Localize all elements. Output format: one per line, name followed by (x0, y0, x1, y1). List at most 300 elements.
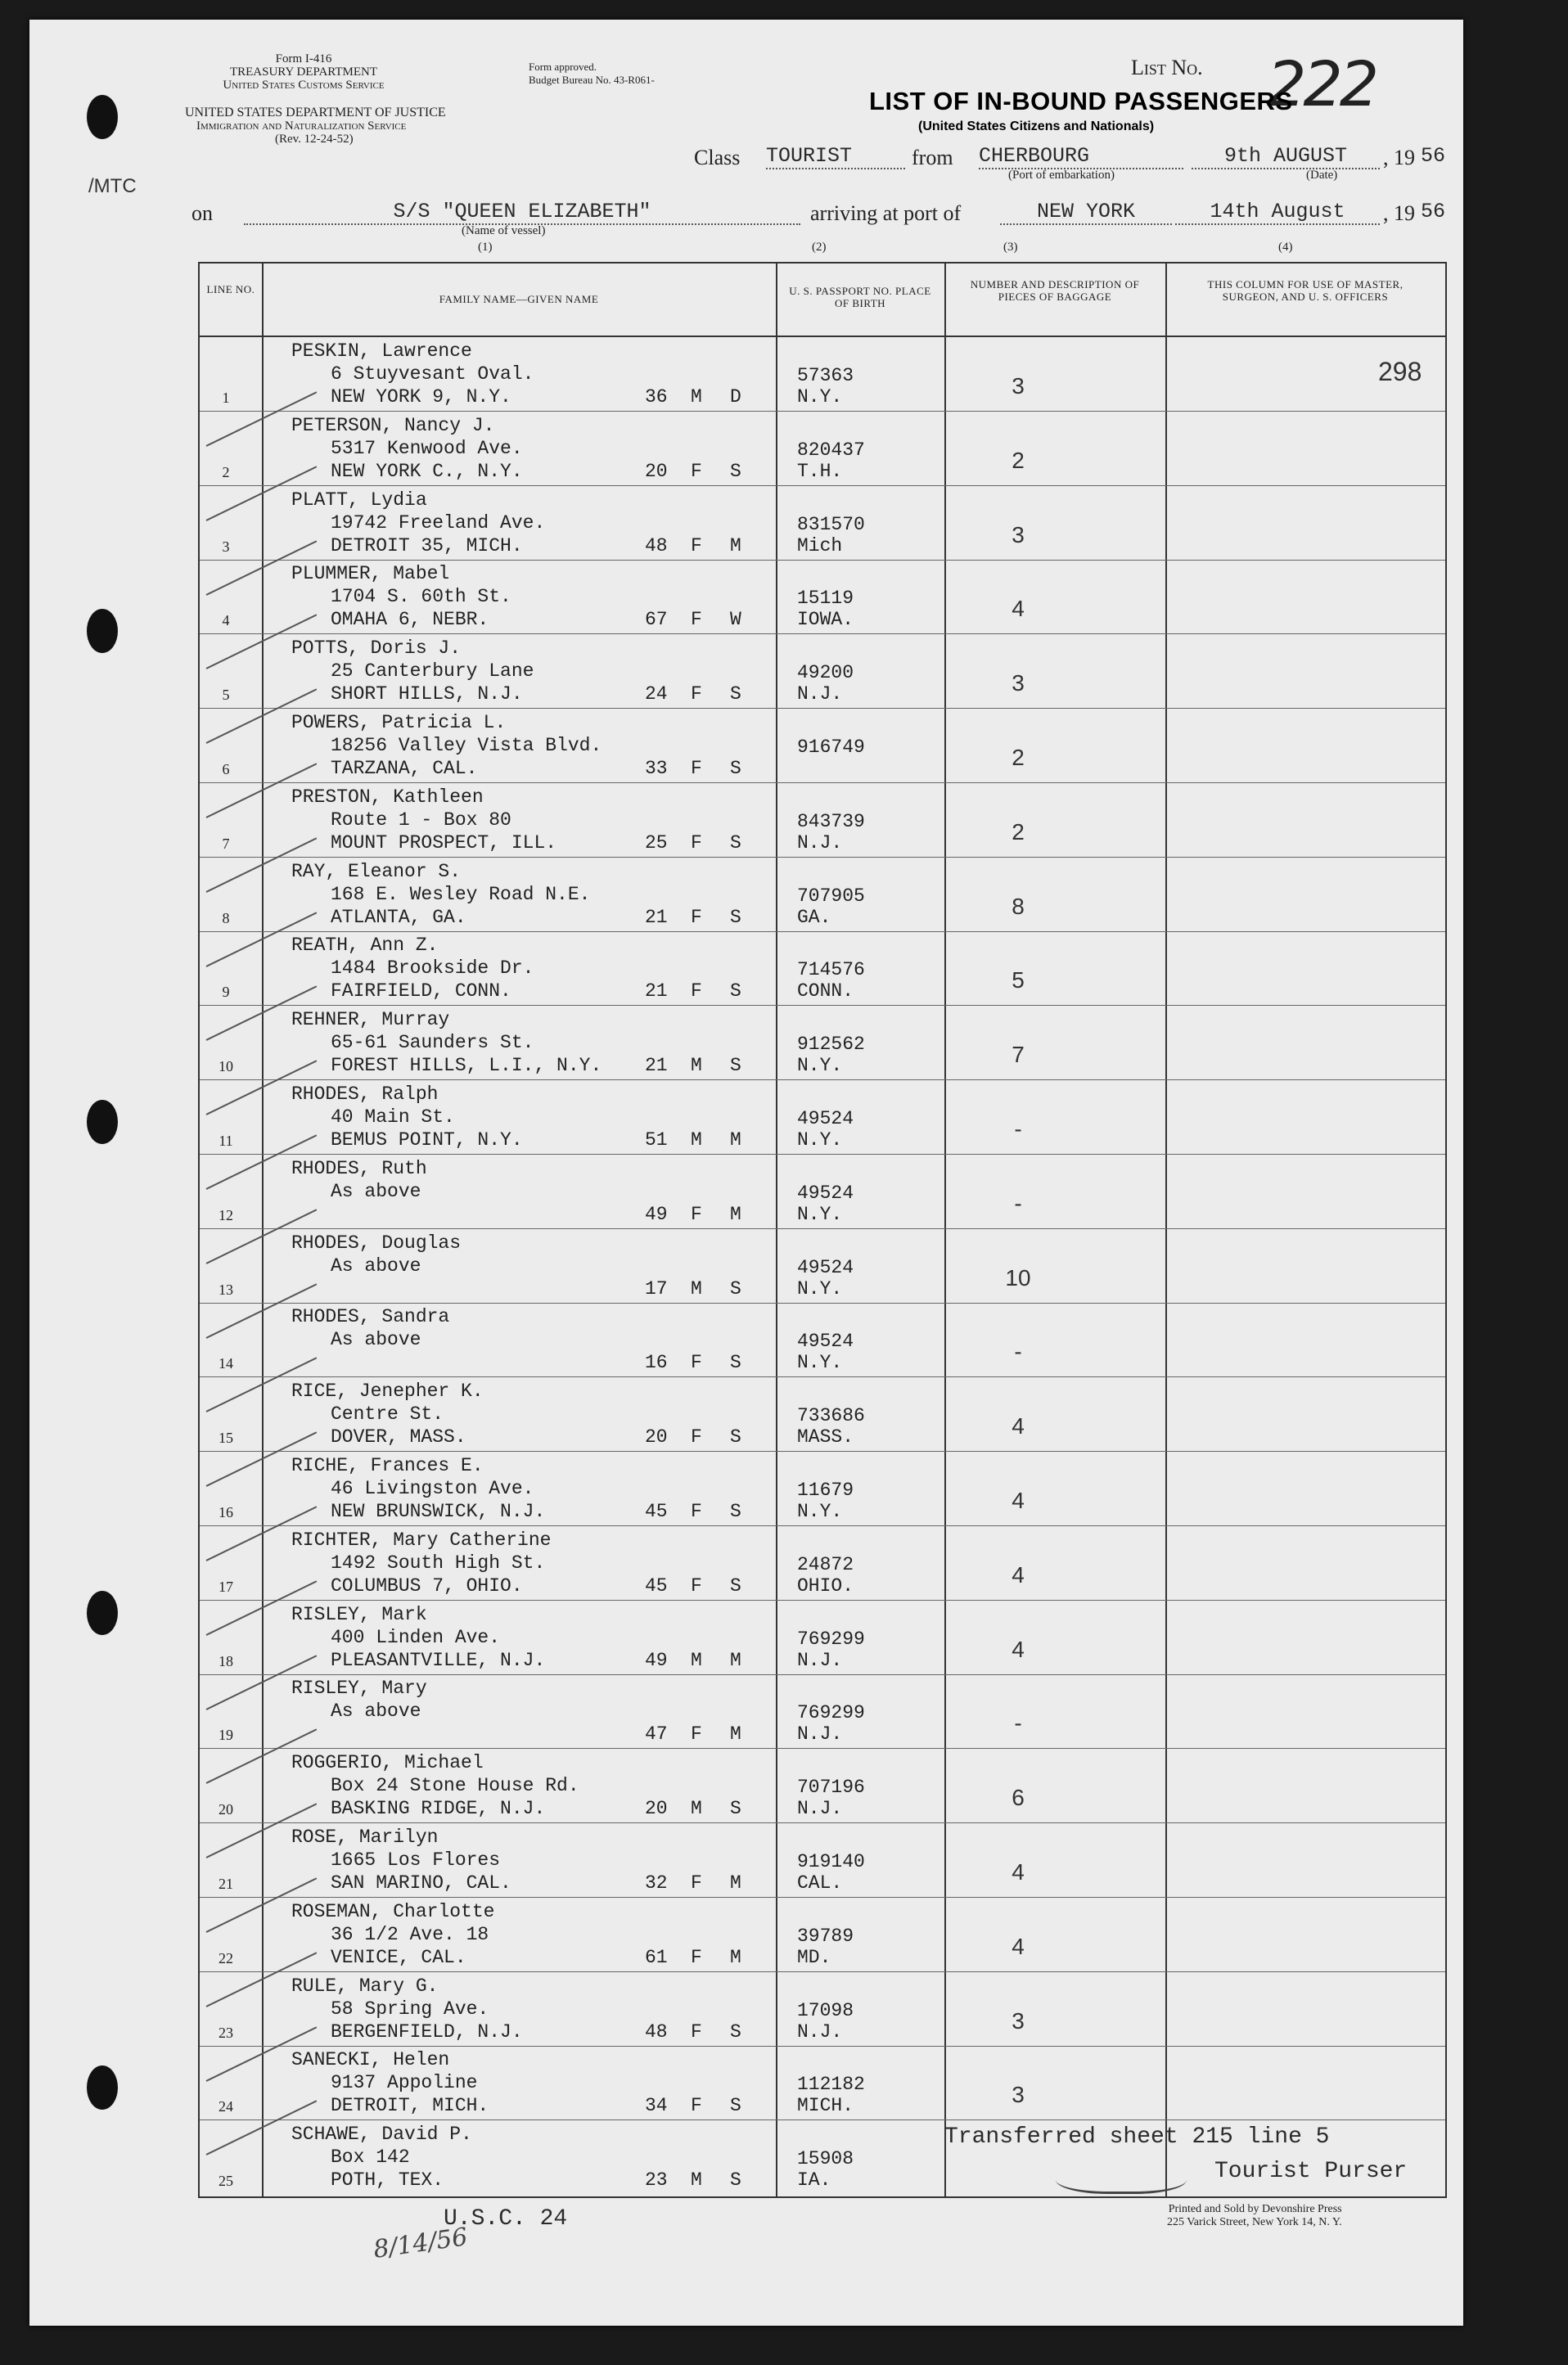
table-row (200, 1006, 1445, 1080)
address-line-1: 19742 Freeland Ave. (331, 511, 546, 534)
col-num-4: (4) (1278, 241, 1293, 254)
arriving-label: arriving at port of (810, 201, 962, 225)
passport-number: 769299 (797, 1628, 865, 1650)
address-line-1: 65-61 Saunders St. (331, 1032, 534, 1054)
place-of-birth: N.Y. (797, 1277, 843, 1300)
binder-hole (87, 1591, 118, 1635)
address-line-2: COLUMBUS 7, OHIO. (331, 1574, 523, 1597)
table-row (200, 1972, 1445, 2047)
manifest-page (29, 20, 1463, 2326)
address-line-2: SAN MARINO, CAL. (331, 1872, 511, 1894)
passenger-name: RISLEY, Mary (291, 1678, 427, 1700)
age: 21 (645, 980, 668, 1002)
baggage-count: 3 (1012, 521, 1025, 547)
baggage-count: - (1014, 1190, 1022, 1216)
col-header-passport: U. S. PASSPORT NO. PLACE OF BIRTH (789, 285, 931, 309)
address-line-2: NEW YORK 9, N.Y. (331, 386, 511, 408)
passenger-name: SANECKI, Helen (291, 2049, 450, 2071)
age: 45 (645, 1574, 668, 1597)
table-row (200, 2046, 1445, 2120)
place-of-birth: N.J. (797, 1723, 843, 1746)
marital-status: S (730, 1352, 741, 1374)
col-num-1: (1) (478, 241, 493, 254)
sex: F (691, 831, 702, 854)
marital-status: M (730, 1872, 741, 1894)
passenger-name: ROGGERIO, Michael (291, 1752, 484, 1774)
line-number: 22 (219, 1949, 233, 1966)
passenger-name: RICHTER, Mary Catherine (291, 1529, 552, 1551)
place-of-birth: OHIO. (797, 1574, 854, 1597)
sex: F (691, 1203, 702, 1225)
table-row (200, 931, 1445, 1006)
age: 49 (645, 1649, 668, 1671)
marital-status: S (730, 1501, 741, 1522)
address-line-1: 18256 Valley Vista Blvd. (331, 735, 602, 756)
marital-status: M (730, 534, 741, 556)
sex: F (691, 758, 702, 779)
line-number: 5 (222, 687, 230, 704)
passport-number: 11679 (797, 1480, 854, 1501)
baggage-count: 4 (1012, 1859, 1025, 1885)
departure-date: 9th AUGUST (1192, 144, 1380, 169)
baggage-count: - (1014, 1710, 1022, 1737)
passenger-name: RICHE, Frances E. (291, 1455, 484, 1476)
address-line-1: 58 Spring Ave. (331, 1998, 489, 2020)
line-number: 23 (219, 2024, 233, 2041)
col-num-3: (3) (1003, 241, 1018, 254)
marital-status: M (730, 1946, 741, 1968)
line-number: 10 (219, 1058, 233, 1075)
address-line-1: 400 Linden Ave. (331, 1626, 501, 1648)
table-row (200, 412, 1445, 486)
passport-number: 49524 (797, 1108, 854, 1129)
place-of-birth: IOWA. (797, 609, 854, 631)
address-line-1: 9137 Appoline (331, 2072, 478, 2094)
place-of-birth: N.J. (797, 831, 843, 854)
table-row (200, 1601, 1445, 1675)
from-value: CHERBOURG (979, 144, 1183, 169)
passport-number: 49524 (797, 1256, 854, 1278)
table-row (200, 1080, 1445, 1155)
address-line-2: BERGENFIELD, N.J. (331, 2020, 523, 2043)
place-of-birth: IA. (797, 2169, 831, 2192)
marital-status: D (730, 386, 741, 408)
baggage-count: 6 (1012, 1785, 1025, 1811)
age: 21 (645, 906, 668, 928)
table-row (200, 1749, 1445, 1823)
marital-status: S (730, 1055, 741, 1077)
table-row (200, 1377, 1445, 1452)
passport-number: 707196 (797, 1777, 865, 1799)
passport-number: 15119 (797, 588, 854, 610)
place-of-birth: T.H. (797, 460, 843, 482)
address-line-2: TARZANA, CAL. (331, 758, 478, 779)
address-line-2: OMAHA 6, NEBR. (331, 609, 489, 631)
passenger-name: REHNER, Murray (291, 1009, 450, 1031)
table-row (200, 1823, 1445, 1898)
passenger-name: SCHAWE, David P. (291, 2124, 472, 2146)
baggage-count: 2 (1012, 447, 1025, 473)
address-line-2: SHORT HILLS, N.J. (331, 683, 523, 705)
age: 33 (645, 758, 668, 779)
baggage-count: 4 (1012, 1413, 1025, 1439)
marital-status: S (730, 1798, 741, 1820)
purser-title: Tourist Purser (1214, 2159, 1408, 2184)
passport-number: 24872 (797, 1553, 854, 1575)
passenger-name: RHODES, Douglas (291, 1232, 462, 1254)
baggage-count: 4 (1012, 1636, 1025, 1662)
baggage-count: 3 (1012, 2082, 1025, 2108)
usc-code: U.S.C. 24 (444, 2206, 568, 2232)
sex: F (691, 906, 702, 928)
line-number: 11 (219, 1133, 233, 1149)
passport-number: 15908 (797, 2148, 854, 2170)
marital-status: S (730, 1277, 741, 1300)
address-line-2: FOREST HILLS, L.I., N.Y. (331, 1055, 602, 1077)
table-row (200, 709, 1445, 783)
customs-service: United States Customs Service (223, 79, 385, 92)
marital-status: S (730, 683, 741, 705)
sex: F (691, 1352, 702, 1374)
age: 61 (645, 1946, 668, 1968)
address-line-1: As above (331, 1701, 421, 1723)
passenger-name: PRESTON, Kathleen (291, 786, 484, 808)
ins-service: Immigration and Naturalization Service (196, 119, 407, 133)
binder-hole (87, 609, 118, 653)
place-of-birth: N.J. (797, 1798, 843, 1820)
address-line-2: FAIRFIELD, CONN. (331, 980, 511, 1002)
line-number: 14 (219, 1355, 233, 1372)
passenger-name: RAY, Eleanor S. (291, 860, 462, 882)
passenger-name: RICE, Jenepher K. (291, 1381, 484, 1403)
sex: F (691, 1723, 702, 1746)
purser-signature (1056, 2159, 1187, 2194)
sex: M (691, 1055, 702, 1077)
baggage-count: 2 (1012, 745, 1025, 770)
form-info-block (185, 52, 422, 92)
address-line-1: Box 142 (331, 2147, 410, 2169)
budget-bureau: Budget Bureau No. 43-R061- (529, 74, 655, 86)
address-line-2: NEW YORK C., N.Y. (331, 460, 523, 482)
sex: F (691, 683, 702, 705)
marital-status: S (730, 906, 741, 928)
address-line-1: 25 Canterbury Lane (331, 660, 534, 682)
col-header-officers: THIS COLUMN FOR USE OF MASTER, SURGEON, AND U. S. OFFICERS (1207, 278, 1404, 303)
place-of-birth: CAL. (797, 1872, 843, 1894)
marital-status: S (730, 2095, 741, 2117)
year-value: 56 (1421, 144, 1446, 168)
marital-status: S (730, 1426, 741, 1448)
sex: F (691, 2020, 702, 2043)
age: 17 (645, 1277, 668, 1300)
marital-status: M (730, 1723, 741, 1746)
list-no-label: List No. (1131, 56, 1203, 79)
passenger-name: RHODES, Sandra (291, 1306, 450, 1328)
line-number: 2 (222, 463, 230, 480)
address-line-2: POTH, TEX. (331, 2169, 444, 2192)
address-line-1: 46 Livingston Ave. (331, 1478, 534, 1499)
table-row (200, 783, 1445, 858)
marital-status: S (730, 1574, 741, 1597)
arrival-year: 56 (1421, 200, 1446, 223)
sex: F (691, 1946, 702, 1968)
line-number: 9 (222, 984, 230, 1001)
date-caption: (Date) (1306, 169, 1338, 182)
justice-block (185, 106, 496, 146)
place-of-birth: N.Y. (797, 1501, 843, 1522)
list-no-handwritten: 222 (1267, 47, 1377, 120)
treasury-dept: TREASURY DEPARTMENT (229, 65, 378, 79)
handwritten-date: 8/14/56 (372, 2223, 470, 2264)
passenger-table (198, 262, 1447, 2198)
sex: F (691, 980, 702, 1002)
address-line-2: BASKING RIDGE, N.J. (331, 1798, 546, 1820)
place-of-birth: Mich (797, 534, 843, 556)
passenger-name: ROSEMAN, Charlotte (291, 1900, 495, 1922)
baggage-count: 8 (1012, 893, 1025, 919)
place-of-birth: N.Y. (797, 1055, 843, 1077)
address-line-1: 1484 Brookside Dr. (331, 957, 534, 980)
place-of-birth: N.J. (797, 683, 843, 705)
marital-status: S (730, 758, 741, 779)
passport-number: 57363 (797, 365, 854, 386)
port-caption: (Port of embarkation) (1008, 169, 1115, 182)
age: 32 (645, 1872, 668, 1894)
line-number: 15 (219, 1430, 233, 1447)
year-prefix: , 19 (1383, 146, 1415, 169)
line-number: 20 (219, 1801, 233, 1818)
form-number: Form I-416 (275, 52, 332, 65)
form-approved: Form approved. (529, 61, 597, 73)
revision: (Rev. 12-24-52) (275, 133, 354, 146)
from-label: from (912, 146, 953, 169)
age: 24 (645, 683, 668, 705)
baggage-count: 4 (1012, 1933, 1025, 1959)
age: 23 (645, 2169, 668, 2192)
passport-number: 49524 (797, 1182, 854, 1204)
address-line-2: DOVER, MASS. (331, 1426, 466, 1448)
mtc-mark: /MTC (88, 175, 137, 197)
marital-status: M (730, 1649, 741, 1671)
passenger-name: POWERS, Patricia L. (291, 712, 507, 733)
passport-number: 17098 (797, 1999, 854, 2021)
passport-number: 733686 (797, 1405, 865, 1427)
passport-number: 843739 (797, 810, 865, 832)
marital-status: S (730, 2020, 741, 2043)
table-row (200, 1229, 1445, 1304)
place-of-birth: N.J. (797, 1649, 843, 1671)
address-line-1: 36 1/2 Ave. 18 (331, 1923, 489, 1945)
justice-dept: UNITED STATES DEPARTMENT OF JUSTICE (185, 106, 446, 119)
printer-line-2: 225 Varick Street, New York 14, N. Y. (1167, 2216, 1342, 2228)
age: 25 (645, 831, 668, 854)
class-label: Class (694, 146, 741, 169)
baggage-count: 2 (1012, 818, 1025, 845)
arrival-date: 14th August (1175, 200, 1380, 225)
address-line-2: BEMUS POINT, N.Y. (331, 1129, 523, 1151)
passport-number: 49200 (797, 662, 854, 684)
sex: F (691, 460, 702, 482)
marital-status: S (730, 980, 741, 1002)
place-of-birth: GA. (797, 906, 831, 928)
passenger-name: PETERSON, Nancy J. (291, 414, 495, 436)
approval-block (529, 61, 655, 87)
line-number: 4 (222, 612, 230, 629)
age: 48 (645, 534, 668, 556)
passenger-name: PESKIN, Lawrence (291, 340, 472, 362)
vessel-caption: (Name of vessel) (462, 224, 546, 237)
line-number: 24 (219, 2098, 233, 2115)
col-num-2: (2) (812, 241, 827, 254)
place-of-birth: N.Y. (797, 1129, 843, 1151)
col-header-name: FAMILY NAME—GIVEN NAME (439, 293, 599, 305)
address-line-1: 40 Main St. (331, 1106, 455, 1128)
transferred-note: Transferred sheet 215 line 5 (944, 2124, 1330, 2150)
line-number: 25 (219, 2173, 233, 2190)
baggage-count: 10 (1005, 1264, 1031, 1291)
age: 20 (645, 460, 668, 482)
age: 67 (645, 609, 668, 631)
baggage-count: 4 (1012, 1488, 1025, 1513)
sex: M (691, 2169, 702, 2192)
table-row (200, 486, 1445, 561)
table-row (200, 1526, 1445, 1601)
line-number: 19 (219, 1727, 233, 1744)
passenger-name: RISLEY, Mark (291, 1603, 427, 1625)
line-number: 12 (219, 1206, 233, 1223)
age: 36 (645, 386, 668, 408)
baggage-count: 3 (1012, 373, 1025, 399)
arrival-port: NEW YORK (1000, 200, 1172, 225)
passenger-name: RHODES, Ralph (291, 1083, 439, 1105)
address-line-2: DETROIT 35, MICH. (331, 534, 523, 556)
place-of-birth: MICH. (797, 2095, 854, 2117)
marital-status: S (730, 831, 741, 854)
address-line-1: As above (331, 1180, 421, 1202)
table-row (200, 858, 1445, 932)
place-of-birth: CONN. (797, 980, 854, 1002)
address-line-2: DETROIT, MICH. (331, 2095, 489, 2117)
sex: F (691, 1426, 702, 1448)
place-of-birth: MASS. (797, 1426, 854, 1448)
sex: F (691, 2095, 702, 2117)
passenger-name: RULE, Mary G. (291, 1975, 439, 1997)
passenger-name: ROSE, Marilyn (291, 1827, 439, 1848)
table-row (200, 1155, 1445, 1229)
printer-info (1167, 2203, 1342, 2229)
address-line-1: Box 24 Stone House Rd. (331, 1775, 579, 1797)
marital-status: S (730, 2169, 741, 2192)
place-of-birth: N.Y. (797, 1203, 843, 1225)
address-line-1: 168 E. Wesley Road N.E. (331, 883, 591, 905)
binder-hole (87, 2065, 118, 2110)
marital-status: W (730, 609, 741, 631)
address-line-1: As above (331, 1255, 421, 1277)
sex: M (691, 1798, 702, 1820)
line-number: 18 (219, 1652, 233, 1669)
sex: M (691, 386, 702, 408)
sex: F (691, 609, 702, 631)
col-header-line: LINE NO. (206, 283, 255, 295)
baggage-count: - (1014, 1116, 1022, 1142)
table-row (200, 1898, 1445, 1972)
age: 48 (645, 2020, 668, 2043)
line-number: 8 (222, 909, 230, 926)
passport-number: 112182 (797, 2074, 865, 2096)
age: 45 (645, 1501, 668, 1522)
address-line-1: 5317 Kenwood Ave. (331, 437, 523, 459)
form-subtitle: (United States Citizens and Nationals) (918, 119, 1155, 133)
class-value: TOURIST (766, 144, 905, 169)
baggage-count: 3 (1012, 2007, 1025, 2034)
marital-status: S (730, 460, 741, 482)
arrival-year-prefix: , 19 (1383, 201, 1415, 225)
table-row (200, 1452, 1445, 1526)
address-line-1: 1665 Los Flores (331, 1849, 501, 1871)
age: 21 (645, 1055, 668, 1077)
place-of-birth: N.Y. (797, 386, 843, 408)
table-row (200, 1674, 1445, 1749)
sex: F (691, 534, 702, 556)
sex: M (691, 1277, 702, 1300)
passport-number: 49524 (797, 1331, 854, 1353)
age: 51 (645, 1129, 668, 1151)
passenger-name: POTTS, Doris J. (291, 637, 462, 660)
baggage-count: - (1014, 1339, 1022, 1365)
sex: F (691, 1574, 702, 1597)
passport-number: 714576 (797, 959, 865, 981)
table-row (200, 560, 1445, 634)
passport-number: 769299 (797, 1702, 865, 1724)
vessel-name: S/S "QUEEN ELIZABETH" (244, 200, 800, 225)
binder-hole (87, 95, 118, 139)
address-line-2: VENICE, CAL. (331, 1946, 466, 1968)
officer-note: 298 (1378, 357, 1422, 386)
sex: F (691, 1501, 702, 1522)
baggage-count: 4 (1012, 596, 1025, 622)
age: 34 (645, 2095, 668, 2117)
address-line-1: Centre St. (331, 1403, 444, 1426)
table-row (200, 1303, 1445, 1377)
address-line-2: NEW BRUNSWICK, N.J. (331, 1501, 546, 1522)
passport-number: 919140 (797, 1851, 865, 1872)
marital-status: M (730, 1203, 741, 1225)
age: 16 (645, 1352, 668, 1374)
address-line-2: ATLANTA, GA. (331, 906, 466, 928)
table-row (200, 337, 1445, 412)
passport-number: 820437 (797, 439, 865, 461)
sex: M (691, 1129, 702, 1151)
table-row (200, 634, 1445, 709)
baggage-count: 3 (1012, 670, 1025, 696)
passport-number: 916749 (797, 737, 865, 758)
place-of-birth: MD. (797, 1946, 831, 1968)
line-number: 7 (222, 835, 230, 852)
line-number: 3 (222, 538, 230, 555)
passenger-name: PLUMMER, Mabel (291, 563, 450, 585)
passenger-name: REATH, Ann Z. (291, 935, 439, 957)
binder-hole (87, 1100, 118, 1144)
baggage-count: 5 (1012, 967, 1025, 993)
age: 20 (645, 1426, 668, 1448)
on-label: on (191, 201, 213, 225)
age: 20 (645, 1798, 668, 1820)
printer-line-1: Printed and Sold by Devonshire Press (1168, 2203, 1342, 2215)
marital-status: M (730, 1129, 741, 1151)
form-title: LIST OF IN-BOUND PASSENGERS (869, 87, 1293, 115)
line-number: 21 (219, 1876, 233, 1892)
place-of-birth: N.J. (797, 2020, 843, 2043)
